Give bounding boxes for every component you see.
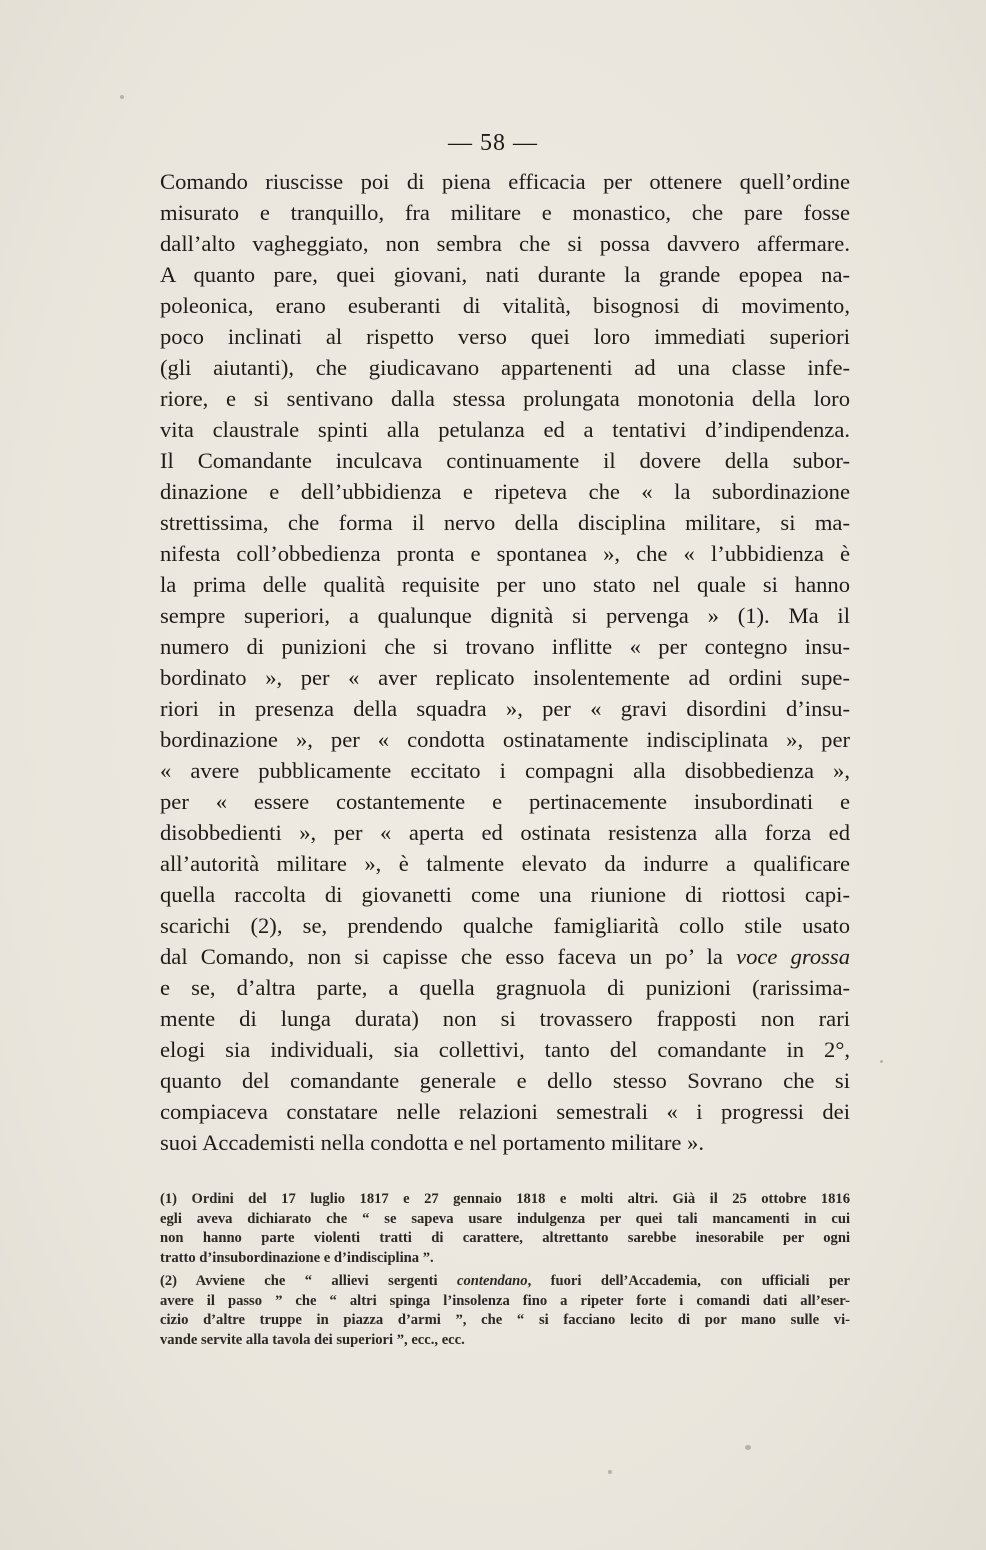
- text-line: numero di punizioni che si trovano inflitte « per contegno insu-: [160, 634, 850, 659]
- footnote-2-line: cizio d’altre truppe in piazza d’armi ”, che “ si facciano lecito di por mano sulle vi-: [160, 1312, 850, 1328]
- text-line: dall’alto vagheggiato, non sembra che si possa davvero affermare.: [160, 231, 850, 256]
- footnote-1-line: non hanno parte violenti tratti di carattere, altrettanto sarebbe inesorabile per ogni: [160, 1230, 850, 1246]
- text-fragment: dal Comando, non si capisse che esso faceva un po’ la: [160, 944, 737, 969]
- text-line: Il Comandante inculcava continuamente il dovere della subor-: [160, 448, 850, 473]
- text-line: vita claustrale spinti alla petulanza ed a tentativi d’indipendenza.: [160, 417, 850, 442]
- footnotes: [160, 1190, 850, 1350]
- footnote-2-line: avere il passo ” che “ altri spinga l’insolenza fino a ripeter forte i comandi dati all’eser-: [160, 1292, 850, 1309]
- text-line: misurato e tranquillo, fra militare e monastico, che pare fosse: [160, 200, 850, 225]
- text-line: nifesta coll’obbedienza pronta e spontanea », che « l’ubbidienza è: [160, 541, 850, 566]
- text-line: (gli aiutanti), che giudicavano appartenenti ad una classe infe-: [160, 355, 850, 380]
- text-line: all’autorità militare », è talmente elevato da indurre a qualificare: [160, 851, 850, 876]
- text-line: e se, d’altra parte, a quella gragnuola di punizioni (rarissima-: [160, 975, 850, 1000]
- footnote-1-line: tratto d’insubordinazione e d’indisciplina ”.: [160, 1249, 434, 1266]
- text-line: disobbedienti », per « aperta ed ostinata resistenza alla forza ed: [160, 820, 850, 845]
- page-number: — 58 —: [448, 130, 538, 156]
- text-line: compiaceva constatare nelle relazioni semestrali « i progressi dei: [160, 1099, 850, 1124]
- text-line: elogi sia individuali, sia collettivi, tanto del comandante in 2°,: [160, 1037, 850, 1062]
- text-line: quanto del comandante generale e dello stesso Sovrano che si: [160, 1068, 850, 1093]
- text-line: mente di lunga durata) non si trovassero frapposti non rari: [160, 1006, 850, 1031]
- text-line: scarichi (2), se, prendendo qualche famigliarità collo stile usato: [160, 913, 850, 938]
- footnote-1-line: (1) Ordini del 17 luglio 1817 e 27 gennaio 1818 e molti altri. Già il 25 ottobre 1816: [160, 1191, 850, 1207]
- text-line: poleonica, erano esuberanti di vitalità, bisognosi di movimento,: [160, 293, 850, 318]
- text-line: dinazione e dell’ubbidienza e ripeteva che « la subordinazione: [160, 479, 850, 504]
- text-fragment: (2) Avviene che “ allievi sergenti: [160, 1273, 458, 1289]
- text-line: sempre superiori, a qualunque dignità si pervenga » (1). Ma il: [160, 603, 850, 628]
- footnote-2-line: [160, 1272, 850, 1292]
- text-fragment: , fuori dell’Accademia, con ufficiali per: [527, 1273, 850, 1289]
- text-line: « avere pubblicamente eccitato i compagni alla disobbedienza »,: [160, 758, 850, 783]
- paper-speck: [745, 1445, 751, 1450]
- italic-phrase: voce grossa: [736, 944, 850, 969]
- text-line: poco inclinati al rispetto verso quei loro immediati superiori: [160, 324, 850, 349]
- paper-speck: [880, 1060, 883, 1063]
- text-line-italic: [160, 941, 850, 972]
- text-line: Comando riuscisse poi di piena efficacia per ottenere quell’ordine: [160, 169, 850, 194]
- italic-word: contendano: [457, 1273, 528, 1289]
- text-line: suoi Accademisti nella condotta e nel portamento militare ».: [160, 1130, 704, 1155]
- footnote-1-line: egli aveva dichiarato che “ se sapeva usare indulgenza per quei tali mancamenti in cui: [160, 1210, 850, 1227]
- text-line: riori in presenza della squadra », per « gravi disordini d’insu-: [160, 696, 850, 721]
- text-line: per « essere costantemente e pertinacemente insubordinati e: [160, 789, 850, 814]
- text-line: bordinato », per « aver replicato insolentemente ad ordini supe-: [160, 665, 850, 690]
- paper-speck: [608, 1470, 612, 1474]
- text-line: la prima delle qualità requisite per uno stato nel quale si hanno: [160, 572, 850, 597]
- paper-speck: [120, 95, 124, 99]
- text-line: quella raccolta di giovanetti come una riunione di riottosi capi-: [160, 882, 850, 907]
- footnote-2-line: vande servite alla tavola dei superiori ”, ecc., ecc.: [160, 1331, 465, 1348]
- main-text: [160, 166, 850, 1158]
- text-line: A quanto pare, quei giovani, nati durante la grande epopea na-: [160, 262, 850, 287]
- text-line: bordinazione », per « condotta ostinatamente indisciplinata », per: [160, 727, 850, 752]
- text-line: riore, e si sentivano dalla stessa prolungata monotonia della loro: [160, 386, 850, 411]
- text-line: strettissima, che forma il nervo della disciplina militare, si ma-: [160, 510, 850, 535]
